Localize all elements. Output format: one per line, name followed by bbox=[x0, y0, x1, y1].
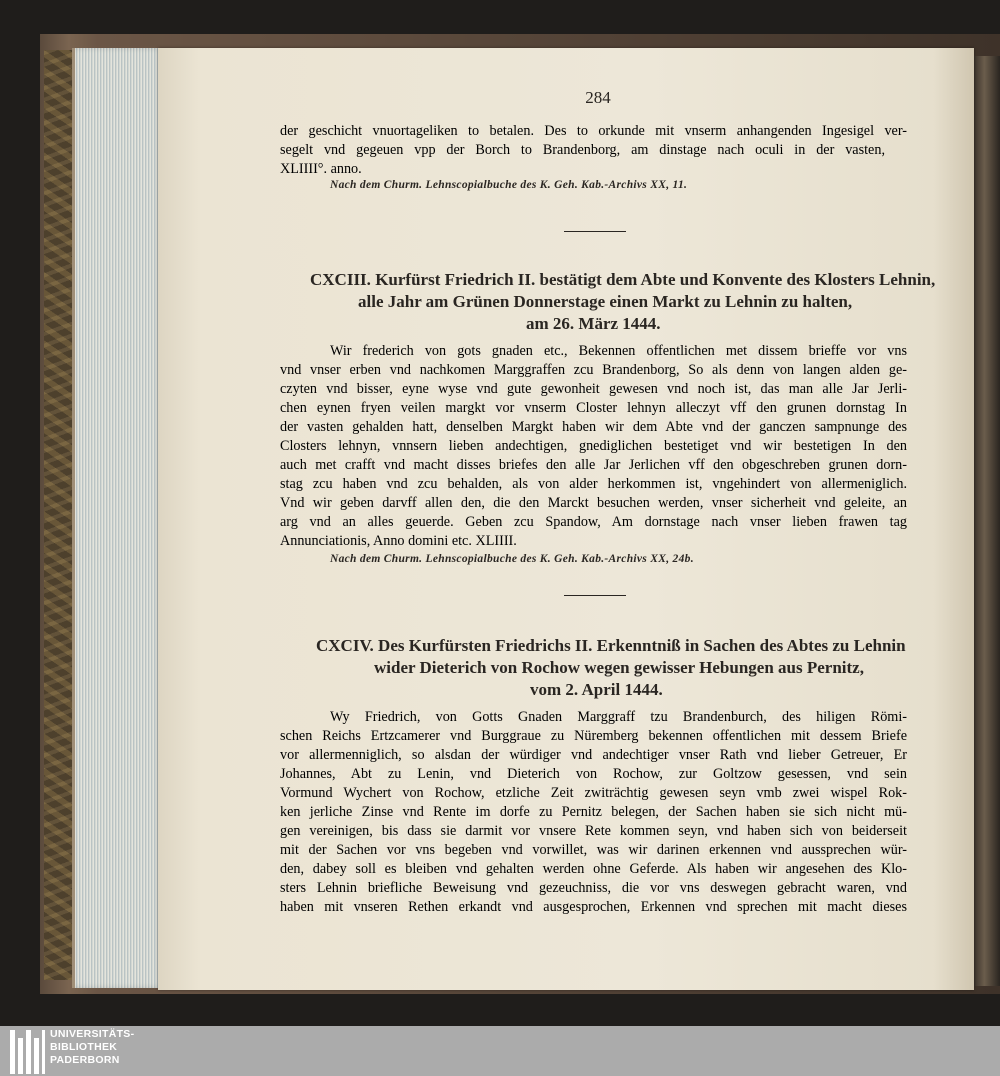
library-name-line: PADERBORN bbox=[50, 1054, 120, 1066]
text-line: haben mit vnseren Rethen erkandt vnd ausgesprochen, Erkennen vnd sprechen mit macht dieses bbox=[280, 899, 907, 915]
book-page bbox=[158, 48, 974, 990]
page-fore-edge bbox=[72, 48, 165, 988]
text-line: vor allermenniglich, so alsdan der würdiger vnd andechtiger vnser Rath vnd lieber Getreuer, Er bbox=[280, 747, 907, 763]
source-note: Nach dem Churm. Lehnscopialbuche des K. Geh. Kab.-Archivs XX, 24b. bbox=[330, 553, 694, 565]
text-line: auch met crafft vnd macht disses briefes den alle Jar Jerlichen vff den obgeschreben grunen dorn- bbox=[280, 457, 907, 473]
document-number: CXCIV. bbox=[316, 636, 374, 655]
section-rule bbox=[564, 595, 626, 596]
text-line: mit der Sachen vor vns begeben vnd vorwillet, was wir darinen erkennen vnd aussprechen wür- bbox=[280, 842, 907, 858]
text-line: arg vnd an alles geuerde. Geben zcu Spandow, Am dornstage nach vnser lieben frawen tag bbox=[280, 514, 907, 530]
document-heading: Des Kurfürsten Friedrichs II. Erkenntniß in Sachen des Abtes zu Lehnin bbox=[378, 636, 906, 655]
text-line: stag zcu haben vnd zcu behalden, als von alder herkommen ist, vngehindert von allermeniglich. bbox=[280, 476, 907, 492]
text-line: Annunciationis, Anno domini etc. XLIIII. bbox=[280, 533, 517, 549]
page-number: 284 bbox=[585, 88, 611, 107]
document-date: am 26. März 1444. bbox=[526, 314, 661, 333]
document-heading: Kurfürst Friedrich II. bestätigt dem Abte und Konvente des Klosters Lehnin, bbox=[375, 270, 936, 289]
text-line: Johannes, Abt zu Lenin, vnd Dieterich von Rochow, zur Goltzow gesessen, vnd sein bbox=[280, 766, 907, 782]
text-line: der vasten gehalden hatt, denselben Margkt haben wir dem Abte vnd der ganczen sampnunge des bbox=[280, 419, 907, 435]
text-line: vnd vnser erben vnd nachkomen Marggraffen zcu Brandenborg, So als denn von langen alden ge- bbox=[280, 362, 907, 378]
library-footer bbox=[0, 1026, 1000, 1076]
text-line: czyten vnd bisser, eyne wyse vnd gute gewonheit gewesen vnd noch ist, das man alle Jar Jerli- bbox=[280, 381, 907, 397]
text-line: ken jerliche Zinse vnd Rente im dorfe zu Pernitz belegen, der Sachen haben sie sich nicht mü- bbox=[280, 804, 907, 820]
text-line: Vnd wir geben darvff allen den, die den Marckt besuchen werden, vnser sicherheit vnd geleite, an bbox=[280, 495, 907, 511]
document-date: vom 2. April 1444. bbox=[530, 680, 663, 699]
text-line: segelt vnd gegeuen vpp der Borch to Brandenborg, am dinstage nach oculi in der vasten, bbox=[280, 142, 885, 158]
text-line: schen Reichs Ertzcamerer vnd Burggraue zu Nüremberg bekennen offentlichen mit dessem Briefe bbox=[280, 728, 907, 744]
section-rule bbox=[564, 231, 626, 232]
text-line: gen vereinigen, bis dass sie darmit vor vnsere Rete kommen seyn, vnd haben sich von beiderseit bbox=[280, 823, 907, 839]
library-name-line: BIBLIOTHEK bbox=[50, 1041, 118, 1053]
right-cover-edge bbox=[974, 56, 1000, 986]
document-heading: wider Dieterich von Rochow wegen gewisser Hebungen aus Pernitz, bbox=[374, 658, 864, 677]
text-line: XLIIII°. anno. bbox=[280, 161, 362, 177]
document-number: CXCIII. bbox=[310, 270, 371, 289]
library-logo-icon bbox=[10, 1030, 48, 1074]
source-note: Nach dem Churm. Lehnscopialbuche des K. Geh. Kab.-Archivs XX, 11. bbox=[330, 179, 688, 191]
text-line: der geschicht vnuortageliken to betalen. Des to orkunde mit vnserm anhangenden Ingesigel ver- bbox=[280, 123, 907, 139]
library-name-line: UNIVERSITÄTS- bbox=[50, 1028, 135, 1040]
document-heading: alle Jahr am Grünen Donnerstage einen Markt zu Lehnin zu halten, bbox=[358, 292, 853, 311]
text-line: sters Lehnin briefliche Beweisung vnd gezeuchniss, die vor vns deswegen gebracht waren, vnd bbox=[280, 880, 907, 896]
text-line: Closters lehnyn, vnnsern lieben andechtigen, gnediglichen bestetiget vnd wir bestetigen In den bbox=[280, 438, 907, 454]
text-line: Vormund Wychert von Rochow, etzliche Zeit zwiträchtig gewesen seyn vmb zwei wispel Rok- bbox=[280, 785, 907, 801]
text-line: Wir frederich von gots gnaden etc., Bekennen offentlichen met dissem brieffe vor vns bbox=[330, 343, 907, 359]
text-line: Wy Friedrich, von Gotts Gnaden Marggraff tzu Brandenburch, des hiligen Römi- bbox=[330, 709, 907, 725]
text-line: chen eynen fryen veilen margkt vor vnserm Closter lehnyn alleczyt vff den grunen dornstag In bbox=[280, 400, 907, 416]
text-line: den, dabey soll es bleiben vnd gehalten werden ohne Geferde. Als haben wir angesehen des Klo- bbox=[280, 861, 907, 877]
